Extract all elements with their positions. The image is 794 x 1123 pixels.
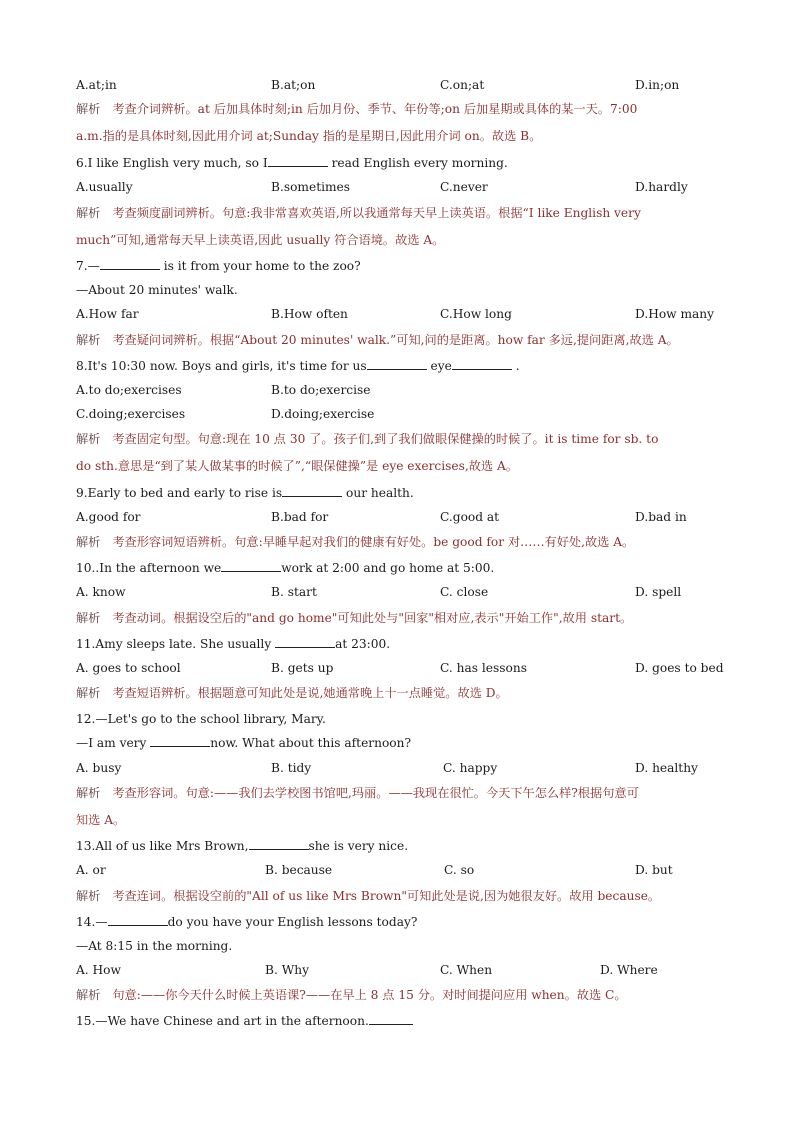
- q12-option-c: C. happy: [443, 761, 498, 775]
- q12-option-b: B. tidy: [271, 761, 312, 775]
- q10-option-d: D. spell: [635, 585, 682, 599]
- q6-stem: 6.I like English very much, so I read English every morning.: [76, 156, 508, 170]
- q13-analysis: 解析 考查连词。根据设空前的"All of us like Mrs Brown"可知此处是说,因为她很友好。故用 because。: [76, 889, 661, 903]
- q7-option-d: D.How many: [635, 307, 715, 321]
- q9-blank: [282, 486, 342, 497]
- q13-option-b: B. because: [265, 863, 333, 877]
- q11-option-b: B. gets up: [271, 661, 334, 675]
- q14-option-c: C. When: [440, 963, 493, 977]
- q12-stem-cont: —I am very now. What about this afternoon?: [76, 736, 412, 750]
- q10-option-b: B. start: [271, 585, 317, 599]
- q5-analysis: 解析 考查介词辨析。at 后加具体时刻;in 后加月份、季节、年份等;on 后加星期或具体的某一天。7:00: [76, 102, 638, 116]
- q12-stem: 12.—Let's go to the school library, Mary.: [76, 712, 326, 726]
- q9-option-a: A.good for: [76, 510, 141, 524]
- q6-option-b: B.sometimes: [271, 180, 351, 194]
- q12-blank: [150, 736, 210, 747]
- q6-analysis: 解析 考查频度副词辨析。句意:我非常喜欢英语,所以我通常每天早上读英语。根据“I like English very: [76, 206, 641, 220]
- q12-analysis-cont: 知选 A。: [76, 813, 126, 827]
- q6-option-c: C.never: [440, 180, 488, 194]
- q11-option-c: C. has lessons: [440, 661, 527, 675]
- q6-option-d: D.hardly: [635, 180, 688, 194]
- q11-blank: [275, 637, 335, 648]
- q9-analysis: 解析 考查形容词短语辨析。句意:早睡早起对我们的健康有好处。be good for 对……有好处,故选 A。: [76, 535, 635, 549]
- q7-option-c: C.How long: [440, 307, 512, 321]
- q11-option-d: D. goes to bed: [635, 661, 724, 675]
- q15-stem: 15.—We have Chinese and art in the afternoon.: [76, 1013, 726, 1029]
- q15-blank: [369, 1014, 413, 1025]
- q8-analysis: 解析 考查固定句型。句意:现在 10 点 30 了。孩子们,到了我们做眼保健操的时候了。it is time for sb. to: [76, 432, 659, 446]
- q5-option-a: A.at;in: [76, 78, 117, 92]
- q7-stem: 7.— is it from your home to the zoo?: [76, 259, 361, 273]
- q5-analysis-cont: a.m.指的是具体时刻,因此用介词 at;Sunday 指的是星期日,因此用介词 on。故选 B。: [76, 129, 542, 143]
- q8-stem: 8.It's 10:30 now. Boys and girls, it's time for us eye .: [76, 359, 520, 373]
- q6-option-a: A.usually: [76, 180, 133, 194]
- q6-blank: [268, 156, 328, 167]
- q14-option-a: A. How: [76, 963, 121, 977]
- q7-blank: [100, 259, 160, 270]
- q8-option-d: D.doing;exercise: [271, 407, 375, 421]
- q10-option-c: C. close: [440, 585, 489, 599]
- q14-stem: 14.— do you have your English lessons today?: [76, 915, 418, 929]
- q7-answer-line: —About 20 minutes' walk.: [76, 283, 238, 297]
- q11-option-a: A. goes to school: [76, 661, 181, 675]
- q8-option-a: A.to do;exercises: [76, 383, 182, 397]
- q14-option-d: D. Where: [600, 963, 658, 977]
- q8-option-c: C.doing;exercises: [76, 407, 186, 421]
- q8-analysis-cont: do sth.意思是“到了某人做某事的时候了”,“眼保健操”是 eye exercises,故选 A。: [76, 459, 518, 473]
- q13-option-d: D. but: [635, 863, 673, 877]
- q5-option-c: C.on;at: [440, 78, 485, 92]
- q7-analysis: 解析 考查疑问词辨析。根据“About 20 minutes' walk.”可知,问的是距离。how far 多远,提问距离,故选 A。: [76, 333, 679, 347]
- q10-blank: [221, 561, 281, 572]
- q13-stem: 13.All of us like Mrs Brown, she is very nice.: [76, 839, 409, 853]
- q6-analysis-cont: much”可知,通常每天早上读英语,因此 usually 符合语境。故选 A。: [76, 233, 445, 247]
- q7-option-b: B.How often: [271, 307, 348, 321]
- q8-blank-1: [367, 359, 427, 370]
- q7-option-a: A.How far: [76, 307, 139, 321]
- q9-option-b: B.bad for: [271, 510, 329, 524]
- q12-option-d: D. healthy: [635, 761, 698, 775]
- q10-option-a: A. know: [76, 585, 126, 599]
- q11-stem: 11.Amy sleeps late. She usually at 23:00.: [76, 637, 391, 651]
- q12-analysis: 解析 考查形容词。句意:——我们去学校图书馆吧,玛丽。——我现在很忙。今天下午怎么样?根据句意可: [76, 786, 639, 800]
- q5-option-d: D.in;on: [635, 78, 680, 92]
- q9-option-c: C.good at: [440, 510, 500, 524]
- q9-option-d: D.bad in: [635, 510, 687, 524]
- q9-stem: 9.Early to bed and early to rise is our health.: [76, 486, 414, 500]
- q14-analysis: 解析 句意:——你今天什么时候上英语课?——在早上 8 点 15 分。对时间提问应用 when。故选 C。: [76, 988, 627, 1002]
- q13-blank: [249, 839, 309, 850]
- q5-option-b: B.at;on: [271, 78, 316, 92]
- q10-analysis: 解析 考查动词。根据设空后的"and go home"可知此处与"回家"相对应,表示"开始工作",故用 start。: [76, 611, 633, 625]
- q12-option-a: A. busy: [76, 761, 122, 775]
- q13-option-a: A. or: [76, 863, 106, 877]
- q10-stem: 10..In the afternoon we work at 2:00 and go home at 5:00.: [76, 561, 495, 575]
- q14-option-b: B. Why: [265, 963, 309, 977]
- q13-option-c: C. so: [444, 863, 475, 877]
- q8-option-b: B.to do;exercise: [271, 383, 371, 397]
- q11-analysis: 解析 考查短语辨析。根据题意可知此处是说,她通常晚上十一点睡觉。故选 D。: [76, 686, 508, 700]
- q14-blank: [108, 915, 168, 926]
- q8-blank-2: [452, 359, 512, 370]
- q14-answer-line: —At 8:15 in the morning.: [76, 939, 233, 953]
